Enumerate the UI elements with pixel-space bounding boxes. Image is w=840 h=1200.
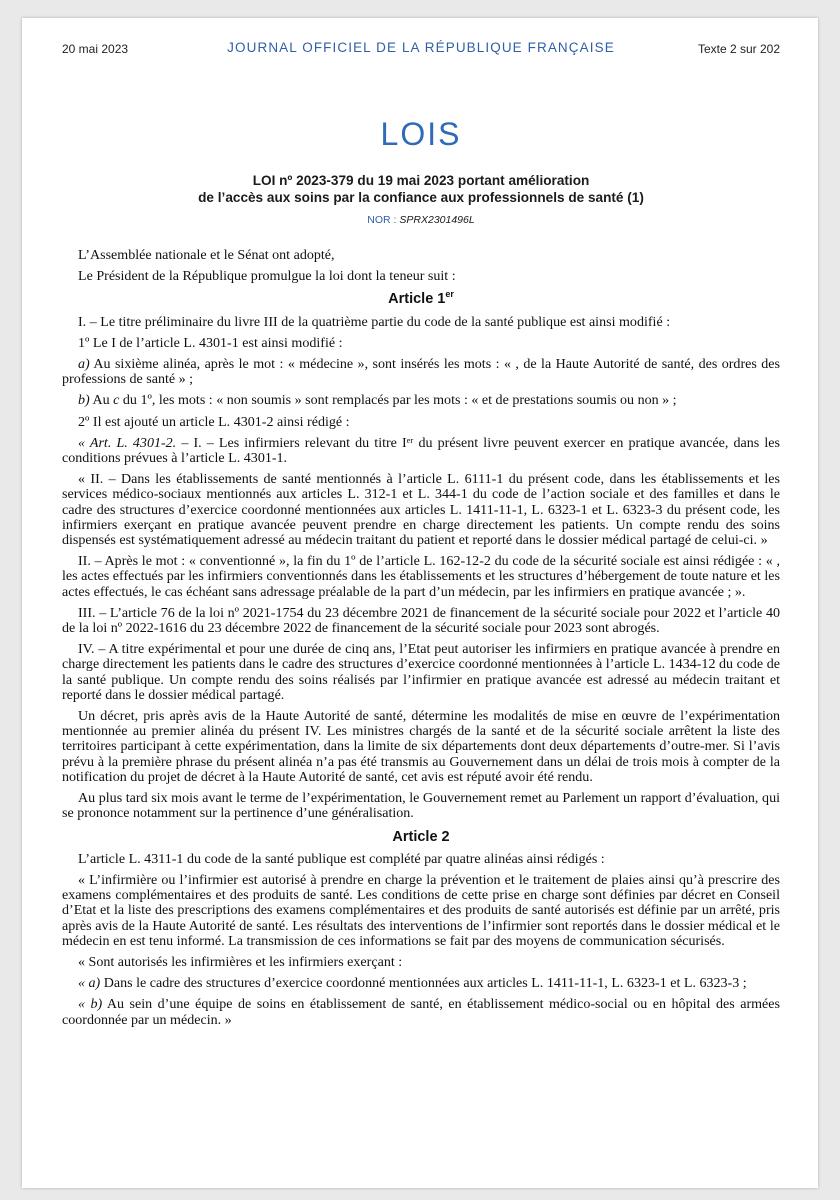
article-paragraph: Au plus tard six mois avant le terme de l’expérimentation, le Gouvernement remet au Parlement un rapport d’évaluation, qui se prononce notamment sur la pertinence d’une généralisation. xyxy=(62,790,780,822)
item-label: a) xyxy=(78,356,90,373)
article-paragraph: « Sont autorisés les infirmières et les infirmiers exerçant : xyxy=(78,953,403,970)
law-title-line2: de l’accès aux soins par la confiance aux professionnels de santé (1) xyxy=(198,190,644,205)
article-paragraph: IV. – A titre expérimental et pour une durée de cinq ans, l’Etat peut autoriser les infirmiers en pratique avancée à prendre en charge directement les patients dans le cadre des structures d’exercice coordonné mentionnées à l’article L. 1434-12 du code de la santé publique. Un compte rendu des soins réalisés par l’infirmier en pratique avancée est adressé au médecin traitant et reporté dans le dossier médical partagé. xyxy=(62,641,780,703)
article-paragraph: 2º Il est ajouté un article L. 4301-2 ainsi rédigé : xyxy=(78,413,350,430)
nor-reference xyxy=(62,214,780,226)
article-2-heading: Article 2 xyxy=(392,828,450,845)
item-label: « b) xyxy=(78,996,103,1013)
page-header xyxy=(62,40,780,60)
item-text: Au sein d’une équipe de soins en établissement de santé, en établissement médico-social ou en hôpital des armées coordonnée par un médecin. » xyxy=(62,996,780,1028)
article-paragraph xyxy=(62,976,780,991)
item-label: « a) xyxy=(78,975,101,992)
article-paragraph xyxy=(62,393,780,408)
law-title xyxy=(62,172,780,206)
section-title: LOIS xyxy=(380,116,462,152)
item-emphasis: c xyxy=(113,392,120,409)
document-body xyxy=(62,248,780,1034)
item-label: b) xyxy=(78,392,90,409)
item-text: Au xyxy=(89,392,114,409)
item-text: – I. – Les infirmiers relevant du titre Iᵉʳ du présent livre peuvent exercer en pratique avancée, dans les conditions prévues à l’article L. 4301-1. xyxy=(62,434,780,467)
article-paragraph: I. – Le titre préliminaire du livre III de la quatrième partie du code de la santé publique est ainsi modifié : xyxy=(78,313,671,330)
article-paragraph: II. – Après le mot : « conventionné », la fin du 1º de l’article L. 162-12-2 du code de la sécurité sociale est ainsi rédigée : « , les actes effectués par les infirmiers conventionnés dans les établissements et les structures d’hébergement de toute nature et les actes effectués, le cas échéant sans adressage préalable de la part d’un médecin, par les infirmiers en pratique avancée ; ». xyxy=(62,553,780,600)
article-paragraph: Un décret, pris après avis de la Haute Autorité de santé, détermine les modalités de mise en œuvre de l’expérimentation mentionnée au premier alinéa du présent IV. Les ministres chargés de la santé et de la sécurité sociale arrêtent la liste des territoires participant à cette expérimentation, dans la limite de six départements dont deux départements d’outre-mer. Si l’avis prévu à la première phrase du présent alinéa n’a pas été transmis au Gouvernement dans un délai de trois mois à compter de la notification du projet de décret à la Haute Autorité de santé, cet avis est réputé avoir été rendu. xyxy=(62,708,780,785)
journal-title: JOURNAL OFFICIEL DE LA RÉPUBLIQUE FRANÇAISE xyxy=(227,40,615,55)
page-reference: Texte 2 sur 202 xyxy=(697,42,780,56)
article-paragraph: L’article L. 4311-1 du code de la santé publique est complété par quatre alinéas ainsi rédigés : xyxy=(78,850,605,867)
article-paragraph xyxy=(62,997,780,1027)
article-paragraph xyxy=(62,357,780,387)
article-heading-sup: er xyxy=(445,289,454,300)
item-text: Dans le cadre des structures d’exercice coordonné mentionnées aux articles L. 1411-11-1, L. 6323-1 et L. 6323-3 ; xyxy=(100,975,747,992)
nor-code: SPRX2301496L xyxy=(399,214,475,226)
item-text: Au sixième alinéa, après le mot : « médecine », sont insérés les mots : « , de la Haute Autorité de santé, des ordres des professions de santé » ; xyxy=(62,356,780,388)
preamble-paragraph: L’Assemblée nationale et le Sénat ont adopté, xyxy=(78,247,335,263)
law-title-line1: LOI nº 2023-379 du 19 mai 2023 portant amélioration xyxy=(252,173,590,188)
article-paragraph xyxy=(62,436,780,466)
publication-date: 20 mai 2023 xyxy=(62,42,129,56)
article-paragraph: « L’infirmière ou l’infirmier est autorisé à prendre en charge la prévention et le traitement de plaies ainsi qu’à prescrire des examens complémentaires et des produits de santé. Les conditions de cette prise en charge sont définies par décret en Conseil d’Etat et la liste des prescriptions des examens complémentaires et des produits de santé autorisés est définie par un arrêté, pris après avis de la Haute Autorité de santé. Les résultats des interventions de l’infirmier sont reportés dans le dossier médical et le médecin en est tenu informé. La transmission de ces informations se fait par des moyens de communication sécurisés. xyxy=(62,871,780,949)
article-reference: « Art. L. 4301-2. xyxy=(78,434,177,451)
article-paragraph: 1º Le I de l’article L. 4301-1 est ainsi modifié : xyxy=(78,334,343,351)
article-paragraph: III. – L’article 76 de la loi nº 2021-1754 du 23 décembre 2021 de financement de la sécurité sociale pour 2022 et l’article 40 de la loi nº 2022-1616 du 23 décembre 2022 de financement de la sécurité sociale pour 2023 sont abrogés. xyxy=(62,604,780,637)
item-text: du 1º, les mots : « non soumis » sont remplacés par les mots : « et de prestations soumis ou non » ; xyxy=(119,392,677,409)
article-1-heading xyxy=(62,289,780,308)
nor-label: NOR : xyxy=(367,214,400,226)
article-heading-text: Article 1 xyxy=(388,291,446,308)
preamble-paragraph: Le Président de la République promulgue la loi dont la teneur suit : xyxy=(78,268,456,285)
article-paragraph: « II. – Dans les établissements de santé mentionnés à l’article L. 6111-1 du présent code, dans les établissements et les services médico-sociaux mentionnés aux articles L. 312-1 et L. 344-1 du code de l’action sociale et des familles et dans le cadre des structures d’exercice coordonné mentionnées aux articles L. 1411-11-1, L. 6323-1 et L. 6323-3 du présent code, les infirmiers exerçant en pratique avancée peuvent prendre en charge directement les patients. Un compte rendu des soins dispensés est systématiquement adressé au médecin traitant du patient et reporté dans le dossier médical partagé de celui-ci. » xyxy=(62,471,780,549)
